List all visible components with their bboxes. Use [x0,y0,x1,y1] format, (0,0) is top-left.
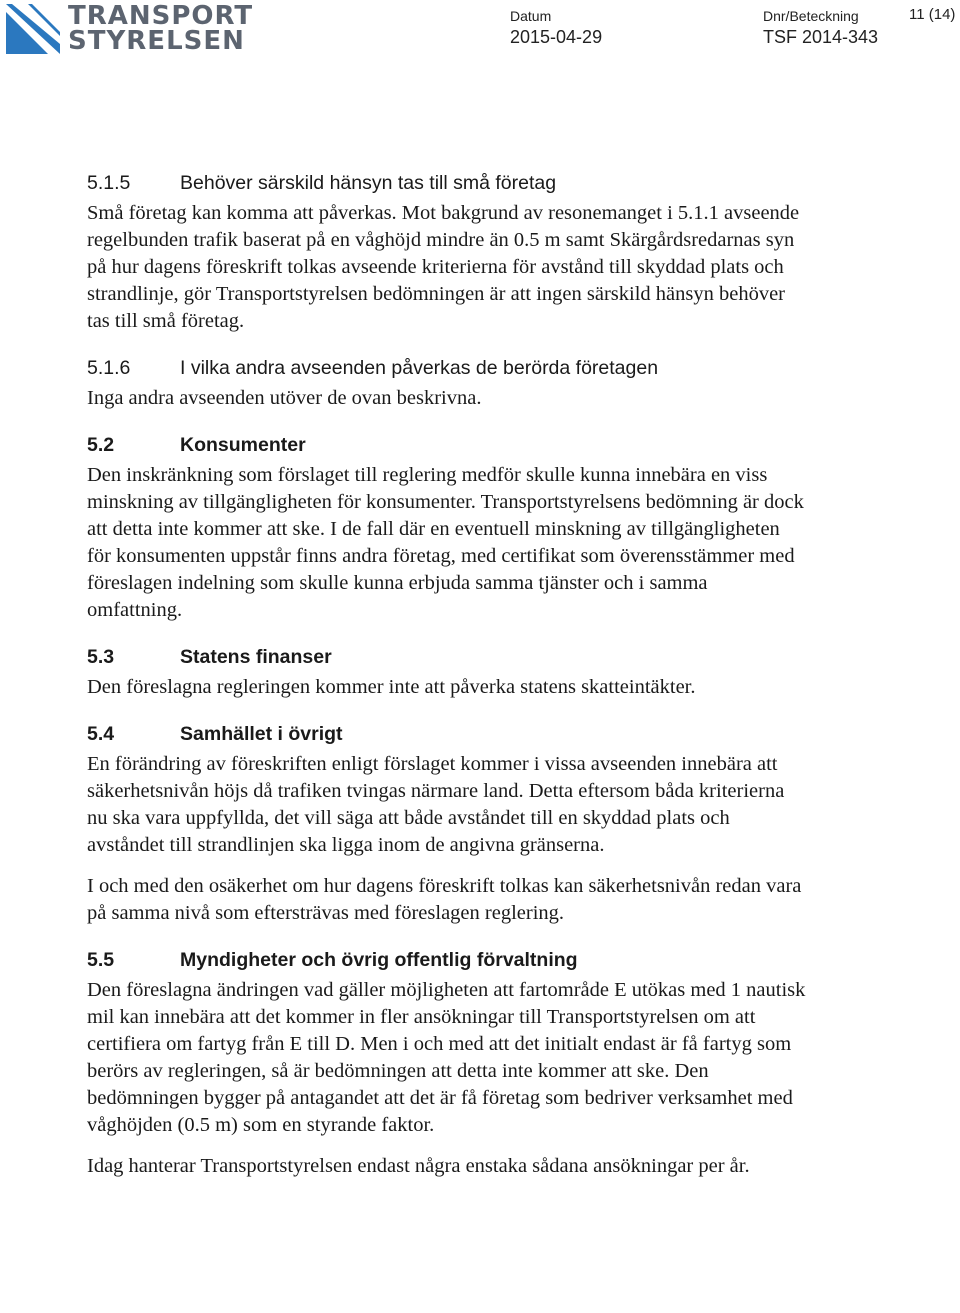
section-number: 5.1.5 [87,172,131,194]
reference-value: TSF 2014-343 [763,27,879,47]
section-heading [87,432,807,458]
section-paragraph: I och med den osäkerhet om hur dagens föreskrift tolkas kan säkerhetsnivån redan vara på samma nivå som eftersträvas med föreslagen reglering. [87,875,802,924]
section-title: Myndigheter och övrig offentlig förvaltning [180,949,578,971]
section-number: 5.2 [87,434,115,456]
section-paragraph: Inga andra avseenden utöver de ovan beskrivna. [87,387,482,409]
section-title: Konsumenter [180,434,306,456]
page-header [0,0,960,60]
logo-line-1: TRANSPORT [68,1,254,31]
section-heading [87,721,807,747]
section-paragraph: Små företag kan komma att påverkas. Mot bakgrund av resonemanget i 5.1.1 avseende regelbunden trafik baserat på en våghöjd mindre än 0.5 m samt Skärgårdsredarnas syn på hur dagens föreskrift tolkas avseende kriterierna för avstånd till skyddad plats och strandlinje, gör Transportstyrelsen bedömningen är att ingen särskild hänsyn behöver tas till små företag. [87,202,800,332]
date-label: Datum [510,8,552,24]
section-number: 5.4 [87,723,115,745]
logo-wordmark [68,1,254,56]
section-title: Behöver särskild hänsyn tas till små företag [180,172,557,194]
logo-line-2: STYRELSEN [68,26,245,56]
reference-label: Dnr/Beteckning [763,8,859,24]
section-paragraph: En förändring av föreskriften enligt förslaget kommer i vissa avseenden innebära att säkerhetsnivån höjs då trafiken tvingas närmare land. Detta eftersom båda kriterierna nu ska vara uppfyllda, det vill säga att både avståndet till en skyddad plats och avståndet till strandlinjen ska ligga inom de angivna gränserna. [87,753,785,856]
transportstyrelsen-logo [6,1,254,56]
section-paragraph: Den föreslagna regleringen kommer inte att påverka statens skatteintäkter. [87,676,696,698]
section-title: I vilka andra avseenden påverkas de berörda företagen [180,357,659,379]
section-number: 5.3 [87,646,115,668]
section-number: 5.5 [87,949,115,971]
date-value: 2015-04-29 [510,27,603,47]
section-title: Samhället i övrigt [180,723,343,745]
section-paragraph: Idag hanterar Transportstyrelsen endast några enstaka sådana ansökningar per år. [87,1155,750,1177]
section-heading [87,170,807,196]
section-paragraph: Den inskränkning som förslaget till reglering medför skulle kunna innebära en viss minskning av tillgängligheten för konsumenter. Transportstyrelsens bedömning är dock att detta inte kommer att ske. I de fall där en eventuell minskning av tillgängligheten för konsumenten uppstår finns andra företag, med certifikat som överensstämmer med föreslagen indelning som skulle kunna erbjuda samma tjänster och i samma omfattning. [87,464,804,621]
section-paragraph: Den föreslagna ändringen vad gäller möjligheten att fartområde E utökas med 1 nautisk mil kan innebära att det kommer in fler ansökningar till Transportstyrelsen om att certifiera om fartyg från E till D. Men i och med att det initialt endast är få fartyg som berörs av regleringen, så är bedömningen att detta inte kommer att ske. Den bedömningen bygger på antagandet att det är få företag som bedriver verksamhet med våghöjden (0.5 m) som en styrande faktor. [87,979,806,1136]
section-heading [87,355,807,381]
section-title: Statens finanser [180,646,332,668]
section-heading [87,947,807,973]
document-body [87,170,807,1200]
logo-mark-icon [6,4,60,54]
section-heading [87,644,807,670]
page-number: 11 (14) [909,6,956,23]
section-number: 5.1.6 [87,357,131,379]
